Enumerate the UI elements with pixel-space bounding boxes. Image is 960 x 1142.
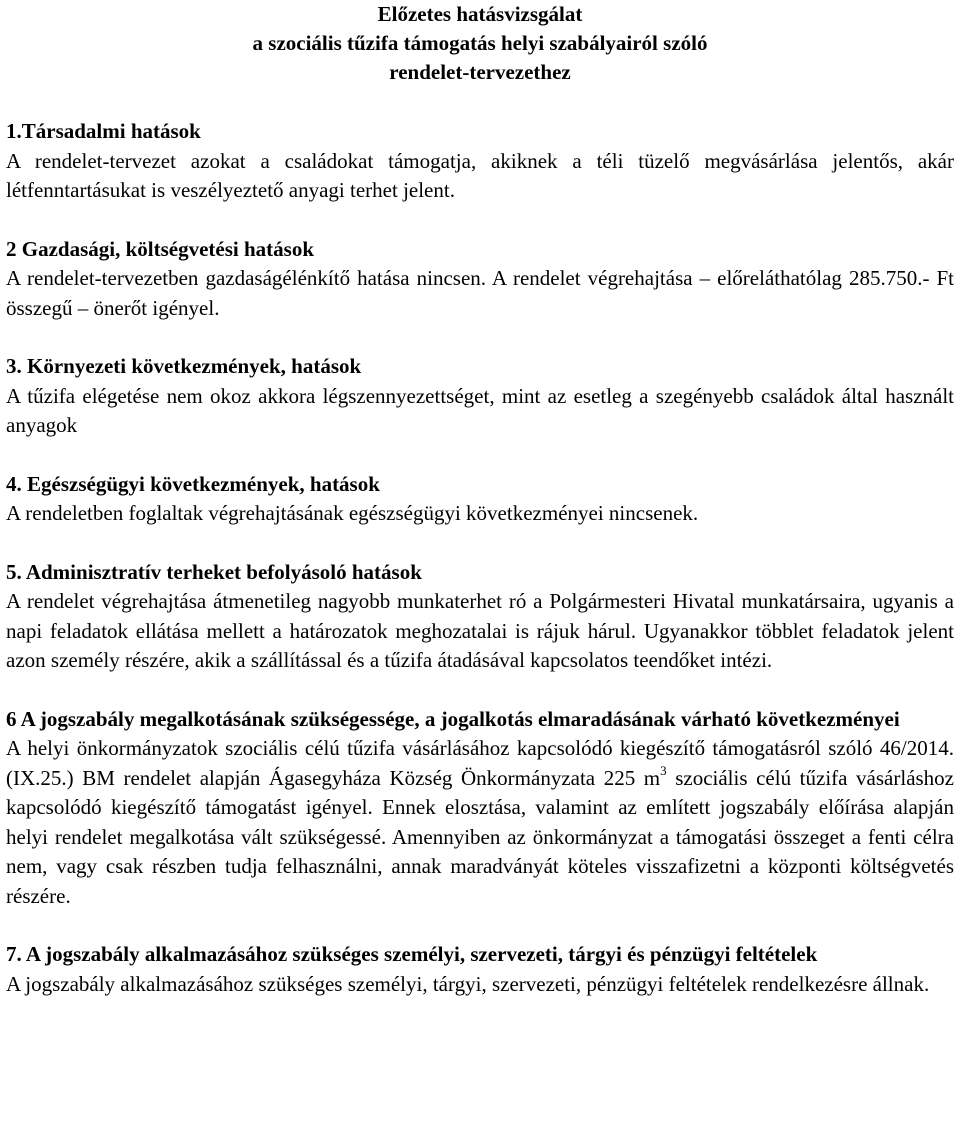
title-line-1: Előzetes hatásvizsgálat [377,2,583,26]
section-body: A tűzifa elégetése nem okoz akkora légszennyezettséget, mint az esetleg a szegényebb családok által használt anyagok [6,383,954,437]
title-line-2: a szociális tűzifa támogatás helyi szabályairól szóló [252,31,708,55]
section-heading: 6 A jogszabály megalkotásának szükségessége, a jogalkotás elmaradásának várható következményei [6,706,900,731]
section-heading: 7. A jogszabály alkalmazásához szükséges személyi, szervezeti, tárgyi és pénzügyi feltételek [6,942,818,966]
section-heading: 4. Egészségügyi következmények, hatások [6,471,380,496]
section-necessity [6,705,954,912]
section-environmental-impacts [6,352,954,441]
section-heading: 1.Társadalmi hatások [6,119,201,143]
section-body-part-1: A helyi önkormányzatok szociális célú tűzifa vásárlásához kapcsolódó kiegészítő támogatásról szóló 46/2014.(IX.25.) BM rendelet alapján Ágasegyháza Község Önkormányzata 225 m [6,736,954,790]
section-administrative-impacts [6,558,954,676]
document-title [6,0,954,87]
section-body: A rendelet-tervezetben gazdaságélénkítő hatása nincsen. A rendelet végrehajtása – előreláthatólag 285.750.- Ft összegű – önerőt igényel. [6,266,954,320]
section-body [6,734,954,911]
section-body: A rendelet-tervezet azokat a családokat támogatja, akiknek a téli tüzelő megvásárlása jelentős, akár létfenntartásukat is veszélyeztető anyagi terhet jelent. [6,148,954,202]
section-social-impacts [6,117,954,206]
cubic-superscript: 3 [660,762,667,778]
section-conditions [6,940,954,999]
section-heading: 2 Gazdasági, költségvetési hatások [6,236,315,261]
title-line-3: rendelet-tervezethez [389,60,571,84]
section-economic-impacts [6,235,954,324]
section-health-impacts [6,470,954,529]
section-body: A jogszabály alkalmazásához szükséges személyi, tárgyi, szervezeti, pénzügyi feltételek rendelkezésre állnak. [6,971,930,996]
section-heading: 3. Környezeti következmények, hatások [6,354,362,378]
section-body: A rendeletben foglaltak végrehajtásának egészségügyi következményei nincsenek. [6,501,699,525]
section-heading: 5. Adminisztratív terheket befolyásoló hatások [6,559,422,584]
section-body: A rendelet végrehajtása átmenetileg nagyobb munkaterhet ró a Polgármesteri Hivatal munkatársaira, ugyanis a napi feladatok ellátása mellett a határozatok meghozatalai is rájuk hárul. Ugyanakkor többlet feladatok jelent azon személy részére, akik a szállítással és a tűzifa átadásával kapcsolatos teendőket intézi. [6,589,954,672]
section-body-part-2: szociális célú tűzifa vásárláshoz kapcsolódó kiegészítő támogatást igényel. Ennek elosztása, valamint az említett jogszabály előírása alapján helyi rendelet megalkotása vált szükségessé. Amennyiben az önkormányzat a támogatási összeget a fenti célra nem, vagy csak részben tudja felhasználni, annak maradványát köteles visszafizetni a központi költségvetés részére. [6,765,955,908]
